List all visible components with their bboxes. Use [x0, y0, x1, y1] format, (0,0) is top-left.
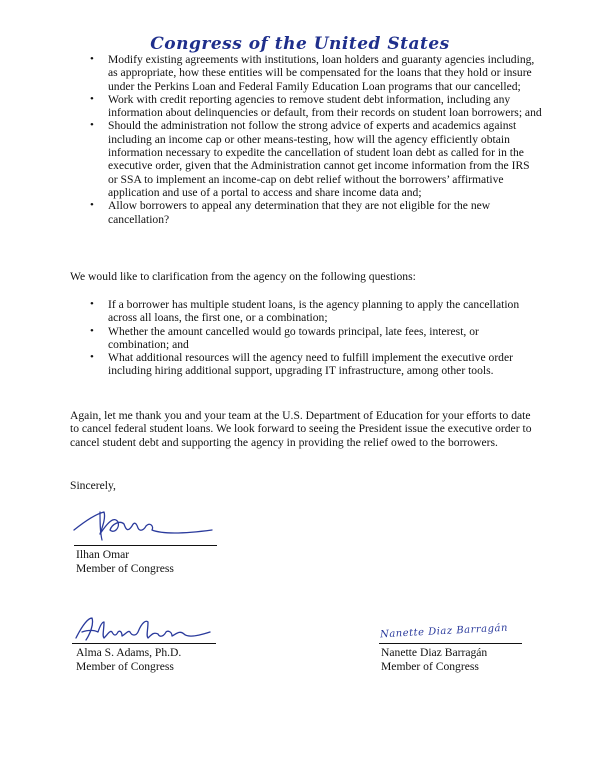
- list-item: • Work with credit reporting agencies to remove student debt information, including any information about delinquencies or default, from their records on student loan borrowers; and: [90, 93, 542, 120]
- letterhead-title: Congress of the United States: [150, 34, 450, 54]
- list-item: • Modify existing agreements with institutions, loan holders and guaranty agencies including, as appropriate, how these entities will be compensated for the loans that they hold or insure under the Perkins Loan and Federal Family Education Loan programs that our cancelled;: [90, 53, 542, 93]
- signatory-title: Member of Congress: [381, 660, 479, 673]
- list-item: • Should the administration not follow the strong advice of experts and academics against including an income cap or other means-testing, how will the agency efficiently obtain information necessary to expedite the cancellation of student loan debt as called for in the executive order, given that the Administration cannot get income information from the IRS or SSA to implement an income-cap on debt relief without the borrowers’ affirmative application and use of a portal to access and share income data and;: [90, 119, 542, 199]
- bullet-list-actions: [90, 53, 542, 226]
- signatory-title: Member of Congress: [76, 660, 174, 673]
- signature-line: [74, 545, 217, 546]
- list-item: • If a borrower has multiple student loans, is the agency planning to apply the cancellation across all loans, the first one, or a combination;: [90, 298, 542, 325]
- signatory-title: Member of Congress: [76, 562, 174, 575]
- signatory-name: Ilhan Omar: [76, 548, 130, 561]
- bullet-list-questions: [90, 298, 542, 378]
- list-item: • What additional resources will the agency need to fulfill implement the executive order including hiring additional support, upgrading IT infrastructure, among other tools.: [90, 351, 542, 378]
- signature-ilhan-omar: [70, 500, 220, 548]
- closing-paragraph: Again, let me thank you and your team at the U.S. Department of Education for your efforts to date to cancel federal student loans. We look forward to seeing the President issue the executive order to cancel student debt and supporting the agency in providing the relief owed to the borrowers.: [70, 409, 532, 449]
- questions-intro: We would like to clarification from the agency on the following questions:: [70, 270, 416, 283]
- list-item: • Whether the amount cancelled would go towards principal, late fees, interest, or combination; and: [90, 325, 542, 352]
- sign-off: Sincerely,: [70, 479, 116, 492]
- signatory-name: Nanette Diaz Barragán: [381, 646, 488, 659]
- list-item: • Allow borrowers to appeal any determination that they are not eligible for the new cancellation?: [90, 199, 542, 226]
- signature-line: [72, 643, 216, 644]
- signature-nanette-barragan: Nanette Diaz Barragán: [379, 622, 509, 641]
- signature-line: [379, 643, 522, 644]
- signatory-name: Alma S. Adams, Ph.D.: [76, 646, 182, 659]
